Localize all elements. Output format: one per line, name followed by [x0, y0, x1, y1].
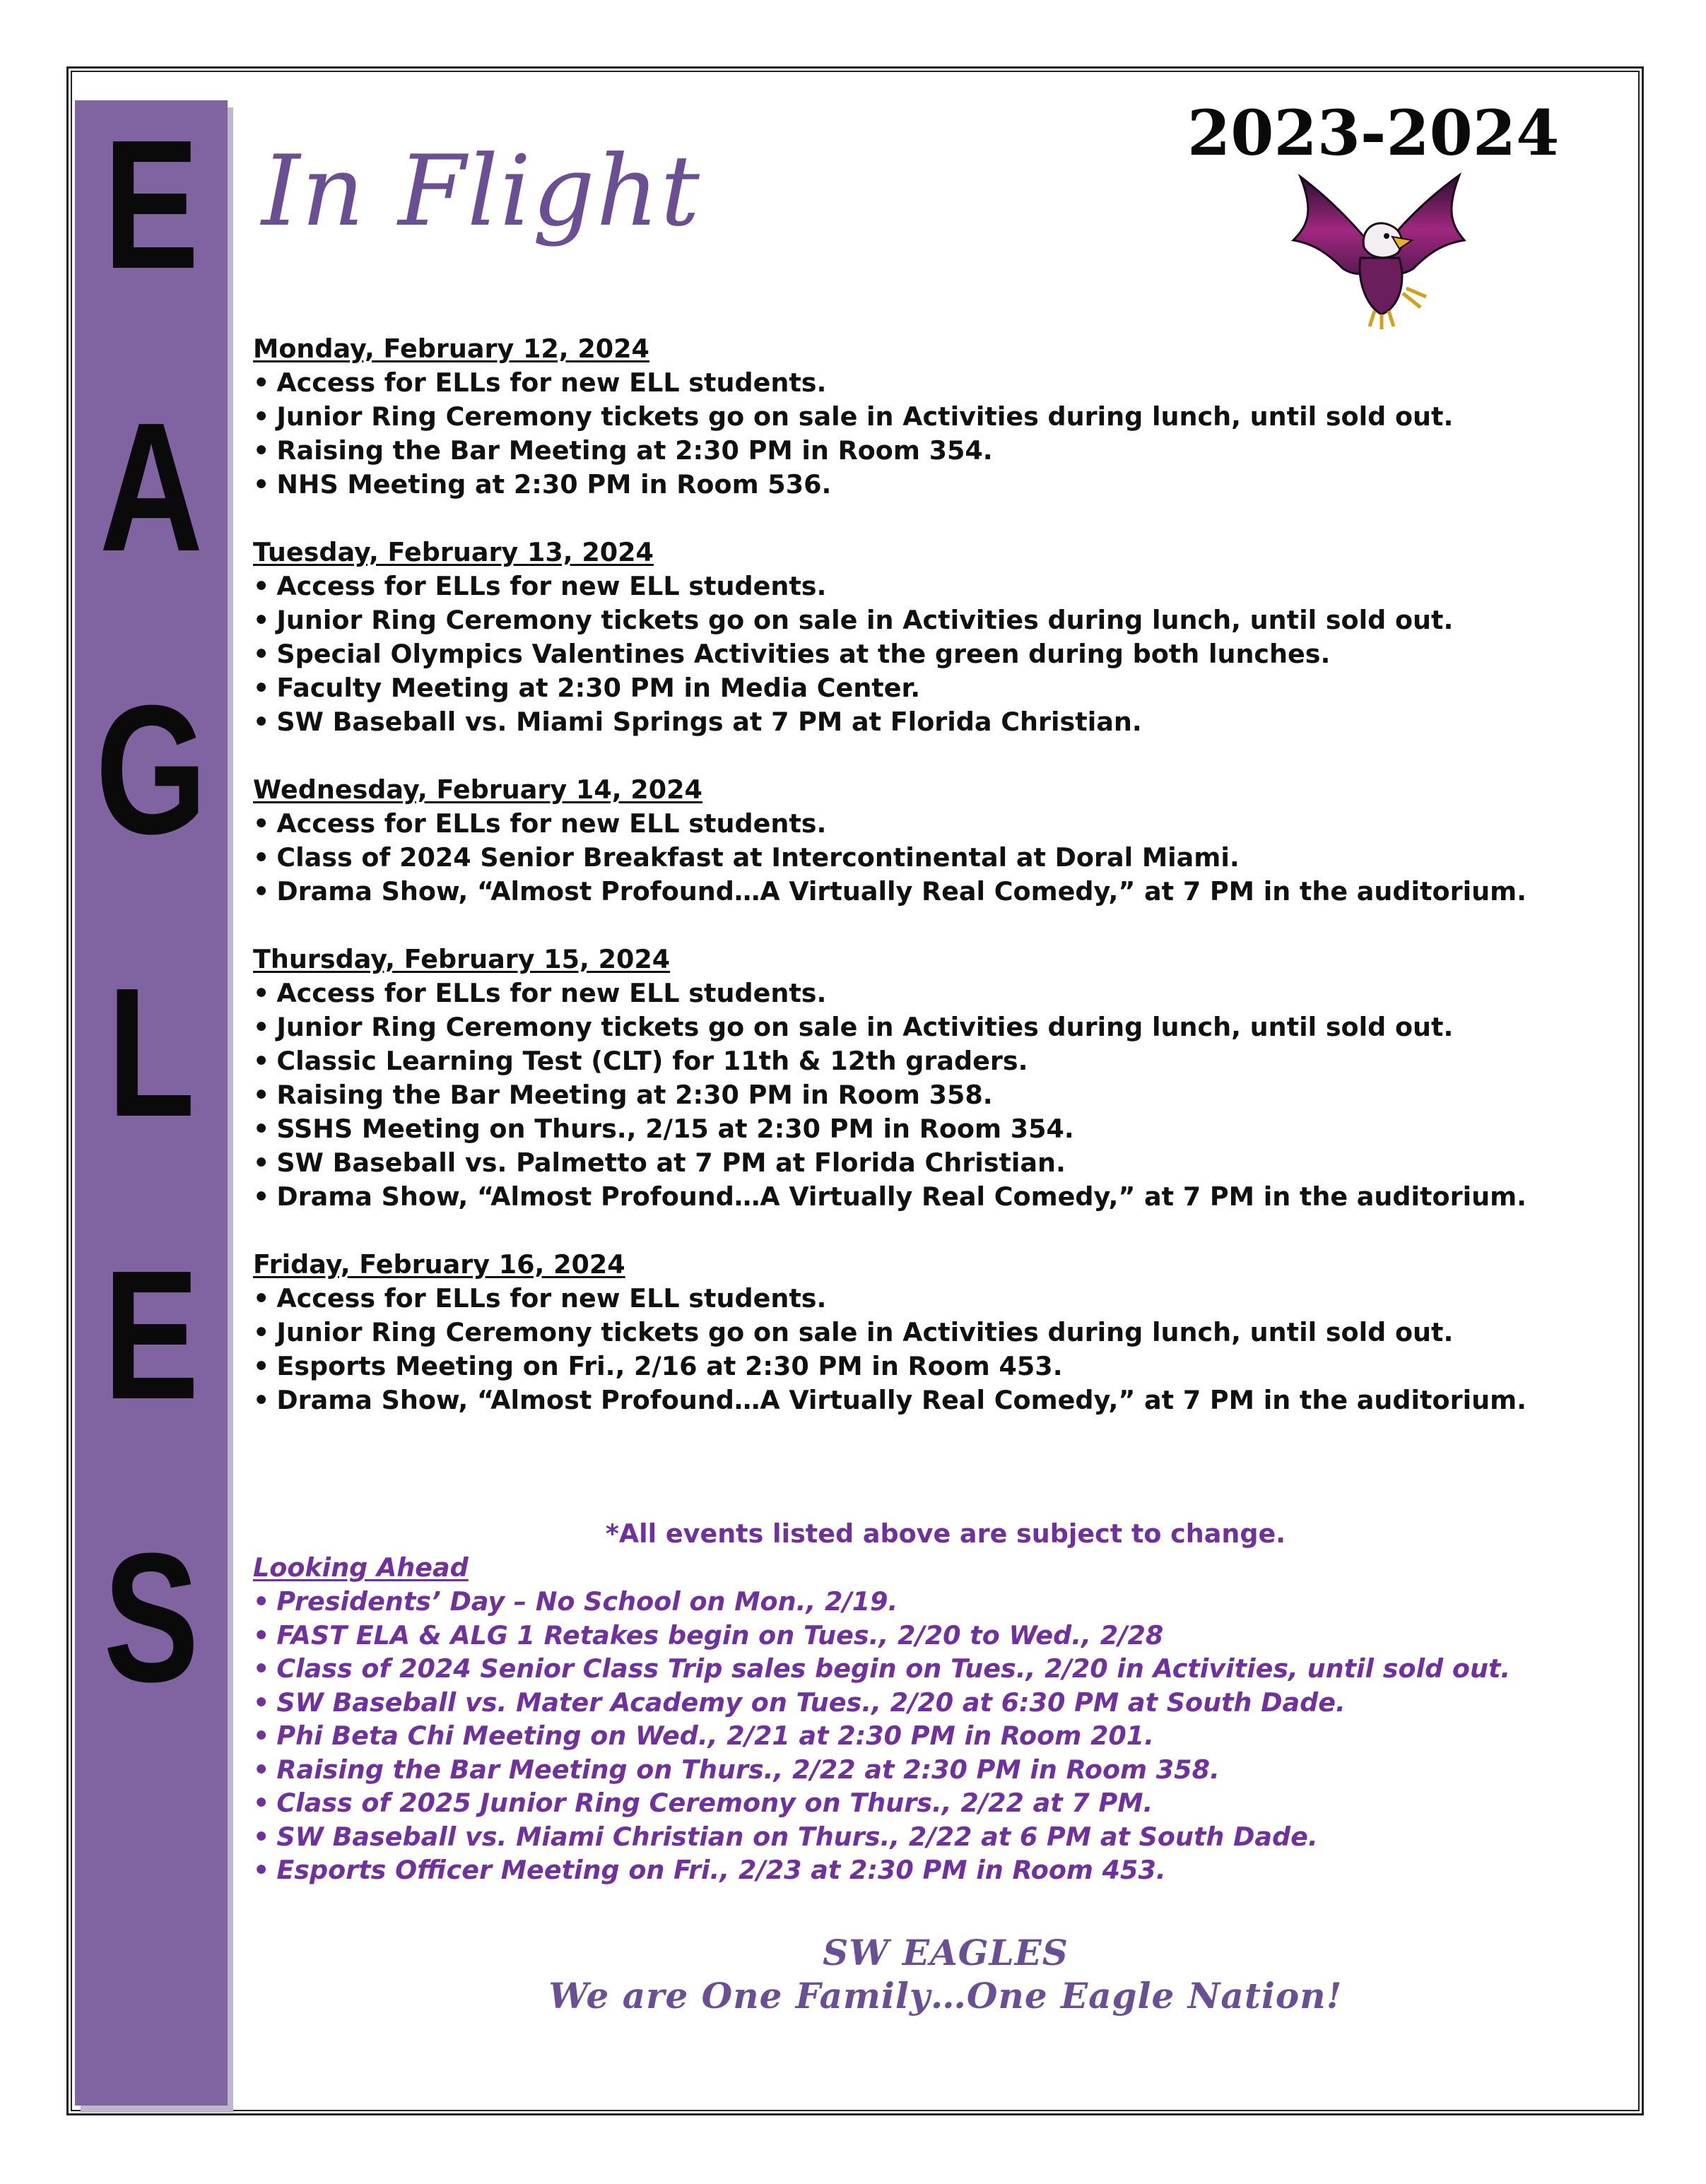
sidebar-letter: G	[95, 668, 207, 873]
looking-ahead-item: • Esports Officer Meeting on Fri., 2/23 at 2:30 PM in Room 453.	[253, 1855, 1166, 1885]
eagle-icon	[1286, 170, 1470, 332]
looking-ahead-item: • Class of 2025 Junior Ring Ceremony on Thurs., 2/22 at 7 PM.	[253, 1788, 1153, 1818]
day-heading: Friday, February 16, 2024	[253, 1249, 625, 1280]
sidebar-letter: E	[103, 1233, 199, 1438]
event-item: • Classic Learning Test (CLT) for 11th & 12th graders.	[253, 1046, 1028, 1076]
day-heading: Thursday, February 15, 2024	[253, 944, 671, 974]
day-section	[253, 1248, 1638, 1417]
event-item: • Access for ELLs for new ELL students.	[253, 1283, 827, 1314]
looking-ahead-item: • Phi Beta Chi Meeting on Wed., 2/21 at 2:30 PM in Room 201.	[253, 1720, 1155, 1751]
weekly-schedule	[253, 332, 1638, 1451]
sidebar-banner	[75, 100, 228, 2106]
footer-title: SW EAGLES	[823, 1932, 1069, 1973]
looking-ahead-item: • Raising the Bar Meeting on Thurs., 2/22 at 2:30 PM in Room 358.	[253, 1754, 1220, 1785]
looking-ahead-item: • SW Baseball vs. Miami Christian on Thurs., 2/22 at 6 PM at South Dade.	[253, 1821, 1318, 1852]
day-heading: Wednesday, February 14, 2024	[253, 774, 702, 805]
event-item: • Junior Ring Ceremony tickets go on sale in Activities during lunch, until sold out.	[253, 1317, 1454, 1347]
looking-ahead-item: • SW Baseball vs. Mater Academy on Tues., 2/20 at 6:30 PM at South Dade.	[253, 1687, 1346, 1718]
event-item: • SSHS Meeting on Thurs., 2/15 at 2:30 PM in Room 354.	[253, 1114, 1074, 1144]
footer-motto: We are One Family…One Eagle Nation!	[548, 1975, 1343, 2017]
day-heading: Monday, February 12, 2024	[253, 333, 649, 364]
event-item: • Special Olympics Valentines Activities at the green during both lunches.	[253, 639, 1331, 669]
sidebar-letter: L	[107, 950, 195, 1155]
event-item: • Junior Ring Ceremony tickets go on sale in Activities during lunch, until sold out.	[253, 401, 1454, 432]
sidebar-letter: E	[103, 102, 199, 307]
looking-ahead-item: • Presidents’ Day – No School on Mon., 2/19.	[253, 1586, 898, 1617]
event-item: • Raising the Bar Meeting at 2:30 PM in Room 358.	[253, 1080, 993, 1110]
day-section	[253, 536, 1638, 739]
event-item: • SW Baseball vs. Palmetto at 7 PM at Florida Christian.	[253, 1147, 1066, 1178]
event-item: • Access for ELLs for new ELL students.	[253, 571, 827, 601]
day-section	[253, 943, 1638, 1214]
event-item: • NHS Meeting at 2:30 PM in Room 536.	[253, 469, 832, 500]
sidebar-letter: A	[99, 385, 204, 590]
event-item: • Drama Show, “Almost Profound…A Virtually Real Comedy,” at 7 PM in the auditorium.	[253, 876, 1526, 907]
day-heading: Tuesday, February 13, 2024	[253, 537, 654, 567]
event-item: • Junior Ring Ceremony tickets go on sale in Activities during lunch, until sold out.	[253, 605, 1454, 635]
event-item: • Drama Show, “Almost Profound…A Virtually Real Comedy,” at 7 PM in the auditorium.	[253, 1385, 1526, 1415]
looking-ahead-item: • Class of 2024 Senior Class Trip sales begin on Tues., 2/20 in Activities, until sold out.	[253, 1653, 1511, 1684]
event-item: • Raising the Bar Meeting at 2:30 PM in Room 354.	[253, 435, 993, 466]
event-item: • Faculty Meeting at 2:30 PM in Media Center.	[253, 673, 921, 703]
looking-ahead-item: • FAST ELA & ALG 1 Retakes begin on Tues., 2/20 to Wed., 2/28	[253, 1619, 1164, 1651]
event-item: • Access for ELLs for new ELL students.	[253, 978, 827, 1008]
day-section	[253, 773, 1638, 909]
school-year: 2023-2024	[1187, 96, 1560, 170]
event-item: • Access for ELLs for new ELL students.	[253, 808, 827, 839]
day-section	[253, 332, 1638, 502]
event-item: • Class of 2024 Senior Breakfast at Intercontinental at Doral Miami.	[253, 842, 1240, 873]
looking-ahead-heading: Looking Ahead	[253, 1552, 469, 1583]
sidebar-letter: S	[103, 1516, 199, 1720]
event-item: • Access for ELLs for new ELL students.	[253, 367, 827, 398]
event-item: • SW Baseball vs. Miami Springs at 7 PM at Florida Christian.	[253, 707, 1142, 737]
event-item: • Esports Meeting on Fri., 2/16 at 2:30 PM in Room 453.	[253, 1351, 1063, 1381]
event-item: • Junior Ring Ceremony tickets go on sale in Activities during lunch, until sold out.	[253, 1012, 1454, 1042]
looking-ahead	[253, 1551, 1638, 1887]
event-item: • Drama Show, “Almost Profound…A Virtually Real Comedy,” at 7 PM in the auditorium.	[253, 1181, 1526, 1212]
newsletter-title: In Flight	[261, 134, 701, 248]
disclaimer: *All events listed above are subject to change.	[605, 1518, 1286, 1549]
